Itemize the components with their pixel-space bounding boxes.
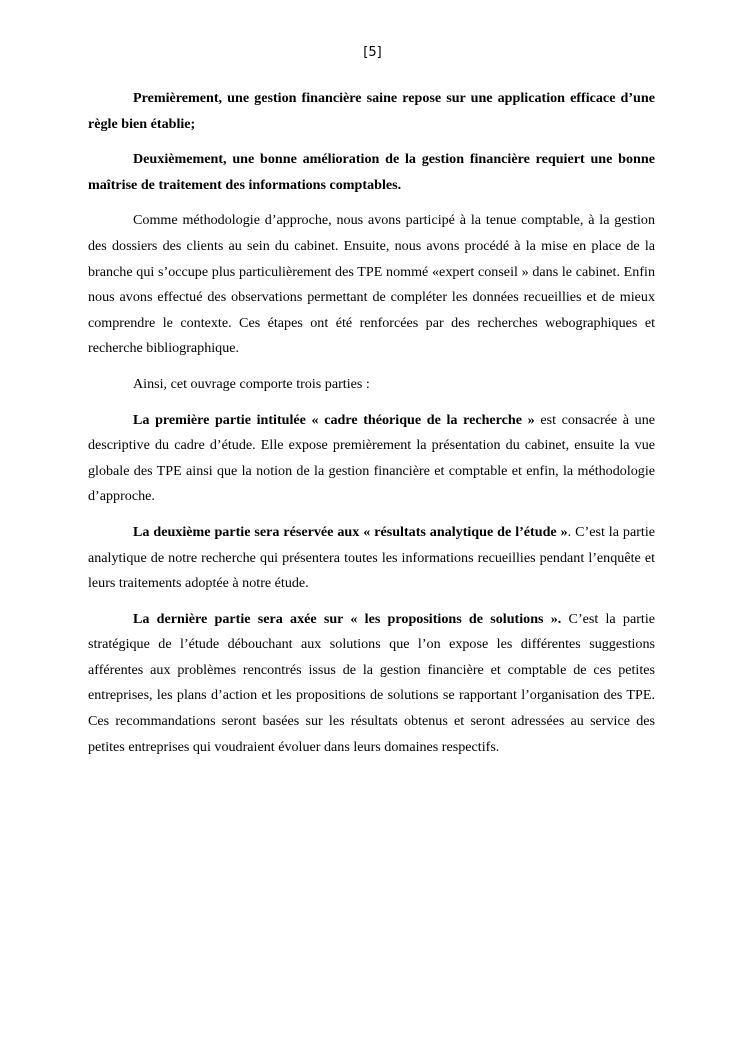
- paragraph-6: [88, 520, 655, 597]
- bold-text: Premièrement, une gestion financière saine repose sur une application efficace d’une règle bien établie;: [88, 90, 655, 132]
- plain-text: C’est la partie stratégique de l’étude débouchant aux solutions que l’on expose les différentes suggestions afférentes aux problèmes rencontrés issus de la gestion financière et comptable de ces petites entreprises, les plans d’action et les propositions de solutions se rapportant l’organisation des TPE. Ces recommandations seront basées sur les résultats obtenus et seront adressées au service des petites entreprises qui voudraient évoluer dans leurs domaines respectifs.: [88, 610, 655, 755]
- bold-text: La dernière partie sera axée sur « les propositions de solutions ».: [133, 610, 562, 627]
- paragraph-1: [88, 86, 655, 137]
- bold-text: La première partie intitulée « cadre théorique de la recherche »: [133, 411, 535, 428]
- plain-text: Ainsi, cet ouvrage comporte trois parties :: [133, 375, 370, 392]
- body-text: [88, 86, 655, 770]
- page-number: [5]: [363, 45, 382, 60]
- paragraph-3: [88, 208, 655, 362]
- plain-text: Comme méthodologie d’approche, nous avons participé à la tenue comptable, à la gestion des dossiers des clients au sein du cabinet. Ensuite, nous avons procédé à la mise en place de la branche qui s’occupe plus particulièrement des TPE nommé «expert conseil » dans le cabinet. Enfin nous avons effectué des observations permettant de compléter les données recueillies et de mieux comprendre le contexte. Ces étapes ont été renforcées par des recherches webographiques et recherche bibliographique.: [88, 212, 655, 357]
- paragraph-7: [88, 607, 655, 761]
- bold-text: La deuxième partie sera réservée aux « résultats analytique de l’étude »: [133, 523, 568, 540]
- bold-text: Deuxièmement, une bonne amélioration de la gestion financière requiert une bonne maîtrise de traitement des informations comptables.: [88, 151, 655, 193]
- plain-text: est consacrée à une descriptive du cadre d’étude. Elle expose premièrement la présentation du cabinet, ensuite la vue globale des TPE ainsi que la notion de la gestion financière et comptable et enfin, la méthodologie d’approche.: [88, 411, 655, 505]
- paragraph-4: [88, 372, 655, 398]
- plain-text: . C’est la partie analytique de notre recherche qui présentera toutes les informations recueillies pendant l’enquête et leurs traitements adoptée à notre étude.: [88, 523, 655, 592]
- paragraph-2: [88, 147, 655, 198]
- paragraph-5: [88, 408, 655, 510]
